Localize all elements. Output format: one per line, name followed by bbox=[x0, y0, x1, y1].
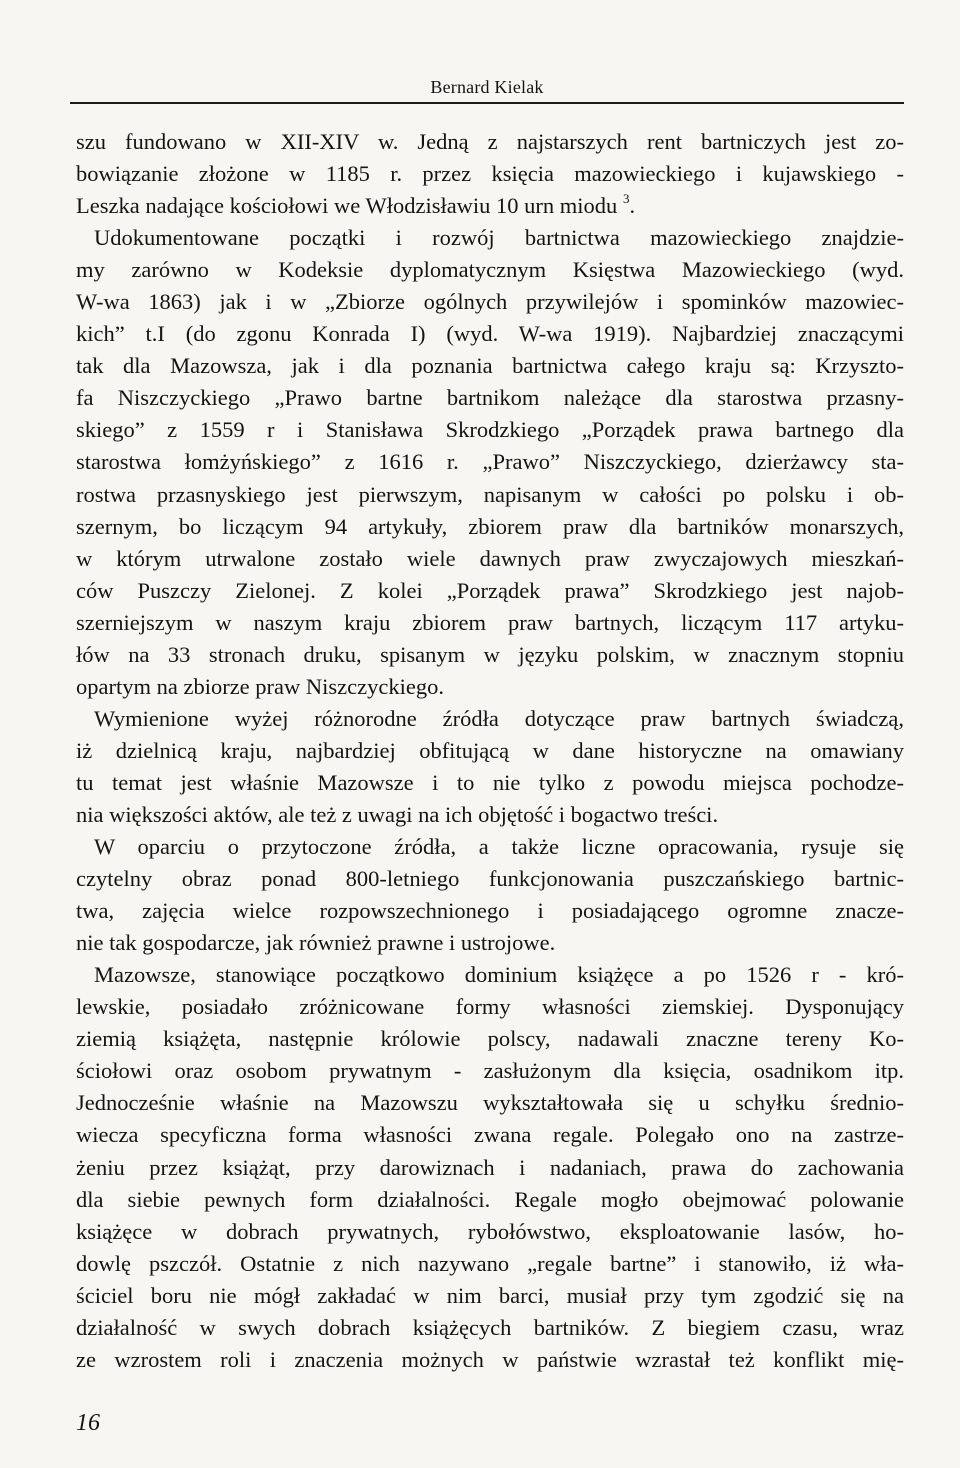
body-text bbox=[76, 126, 904, 1376]
text-line: W-wa 1863) jak i w „Zbiorze ogólnych przywilejów i spominków mazowiec- bbox=[76, 289, 904, 315]
text-line: ściołowi oraz osobom prywatnym - zasłużonym dla księcia, osadnikom itp. bbox=[76, 1058, 904, 1084]
footnote-reference: 3 bbox=[622, 190, 630, 206]
text-line: szu fundowano w XII-XIV w. Jedną z najstarszych rent bartniczych jest zo- bbox=[76, 129, 904, 154]
text-line: Wymienione wyżej różnorodne źródła dotyczące praw bartnych świadczą, bbox=[94, 705, 904, 731]
footnote-trailing-period: . bbox=[629, 193, 636, 219]
page-number: 16 bbox=[76, 1410, 100, 1436]
text-line: dowlę pszczół. Ostatnie z nich nazywano „regale bartne” i stanowiło, iż wła- bbox=[76, 1250, 904, 1276]
text-line: czytelny obraz ponad 800-letniego funkcjonowania puszczańskiego bartnic- bbox=[76, 866, 904, 892]
text-line: tu temat jest właśnie Mazowsze i to nie tylko z powodu miejsca pochodze- bbox=[76, 769, 904, 795]
text-line: łów na 33 stronach druku, spisanym w języku polskim, w znacznym stopniu bbox=[76, 641, 904, 667]
text-line: Jednocześnie właśnie na Mazowszu wykształtowała się u schyłku średnio- bbox=[76, 1090, 904, 1116]
text-line: Mazowsze, stanowiące początkowo dominium książęce a po 1526 r - kró- bbox=[94, 962, 904, 988]
text-line: szernym, bo liczącym 94 artykuły, zbiorem praw dla bartników monarszych, bbox=[76, 513, 904, 539]
text-line: ców Puszczy Zielonej. Z kolei „Porządek prawa” Skrodzkiego jest najob- bbox=[76, 577, 904, 603]
header-rule bbox=[70, 102, 904, 104]
text-line: ze wzrostem roli i znaczenia możnych w państwie wzrastał też konflikt mię- bbox=[76, 1346, 904, 1372]
text-line: lewskie, posiadało zróżnicowane formy własności ziemskiej. Dysponujący bbox=[76, 994, 904, 1020]
text-line: opartym na zbiorze praw Niszczyckiego. bbox=[76, 673, 444, 699]
text-line: książęce w dobrach prywatnych, rybołówstwo, eksploatowanie lasów, ho- bbox=[76, 1218, 904, 1244]
text-line bbox=[76, 190, 904, 222]
text-line: bowiązanie złożone w 1185 r. przez księcia mazowieckiego i kujawskiego - bbox=[76, 161, 904, 187]
text-line: my zarówno w Kodeksie dyplomatycznym Księstwa Mazowieckiego (wyd. bbox=[76, 257, 904, 283]
text-line: Udokumentowane początki i rozwój bartnictwa mazowieckiego znajdzie- bbox=[94, 225, 904, 251]
text-line: fa Niszczyckiego „Prawo bartne bartnikom należące dla starostwa przasny- bbox=[76, 385, 904, 411]
text-line: działalność w swych dobrach książęcych bartników. Z biegiem czasu, wraz bbox=[76, 1314, 904, 1340]
text-line: w którym utrwalone zostało wiele dawnych praw zwyczajowych mieszkań- bbox=[76, 545, 904, 571]
text-line: iż dzielnicą kraju, najbardziej obfitującą w dane historyczne na omawiany bbox=[76, 737, 904, 763]
text-line: nia większości aktów, ale też z uwagi na ich objętość i bogactwo treści. bbox=[76, 801, 719, 827]
text-line: tak dla Mazowsza, jak i dla poznania bartnictwa całego kraju są: Krzyszto- bbox=[76, 353, 904, 379]
text-line: skiego” z 1559 r i Stanisława Skrodzkiego „Porządek prawa bartnego dla bbox=[76, 417, 904, 443]
text-line: ściciel boru nie mógł zakładać w nim barci, musiał przy tym zgodzić się na bbox=[76, 1282, 904, 1308]
text-line: ziemią książęta, następnie królowie polscy, nadawali znaczne tereny Ko- bbox=[76, 1026, 904, 1052]
text-line: twa, zajęcia wielce rozpowszechnionego i posiadającego ogromne znacze- bbox=[76, 898, 904, 924]
text-line: szerniejszym w naszym kraju zbiorem praw bartnych, liczącym 117 artyku- bbox=[76, 609, 904, 635]
text-line: wiecza specyficzna forma własności zwana regale. Polegało ono na zastrze- bbox=[76, 1122, 904, 1148]
text-line: starostwa łomżyńskiego” z 1616 r. „Prawo” Niszczyckiego, dzierżawcy sta- bbox=[76, 449, 904, 475]
text-line: żeniu przez książąt, przy darowiznach i nadaniach, prawa do zachowania bbox=[76, 1154, 904, 1180]
text-line: kich” t.I (do zgonu Konrada I) (wyd. W-wa 1919). Najbardziej znaczącymi bbox=[76, 321, 904, 347]
text-line: nie tak gospodarcze, jak również prawne i ustrojowe. bbox=[76, 930, 556, 956]
text-line: rostwa przasnyskiego jest pierwszym, napisanym w całości po polsku i ob- bbox=[76, 481, 904, 507]
text-line: dla siebie pewnych form działalności. Regale mogło obejmować polowanie bbox=[76, 1186, 904, 1212]
text-line: W oparciu o przytoczone źródła, a także liczne opracowania, rysuje się bbox=[94, 834, 904, 860]
text-line-content: Leszka nadające kościołowi we Włodzisławiu 10 urn miodu bbox=[76, 193, 623, 219]
running-head-author: Bernard Kielak bbox=[430, 77, 544, 97]
